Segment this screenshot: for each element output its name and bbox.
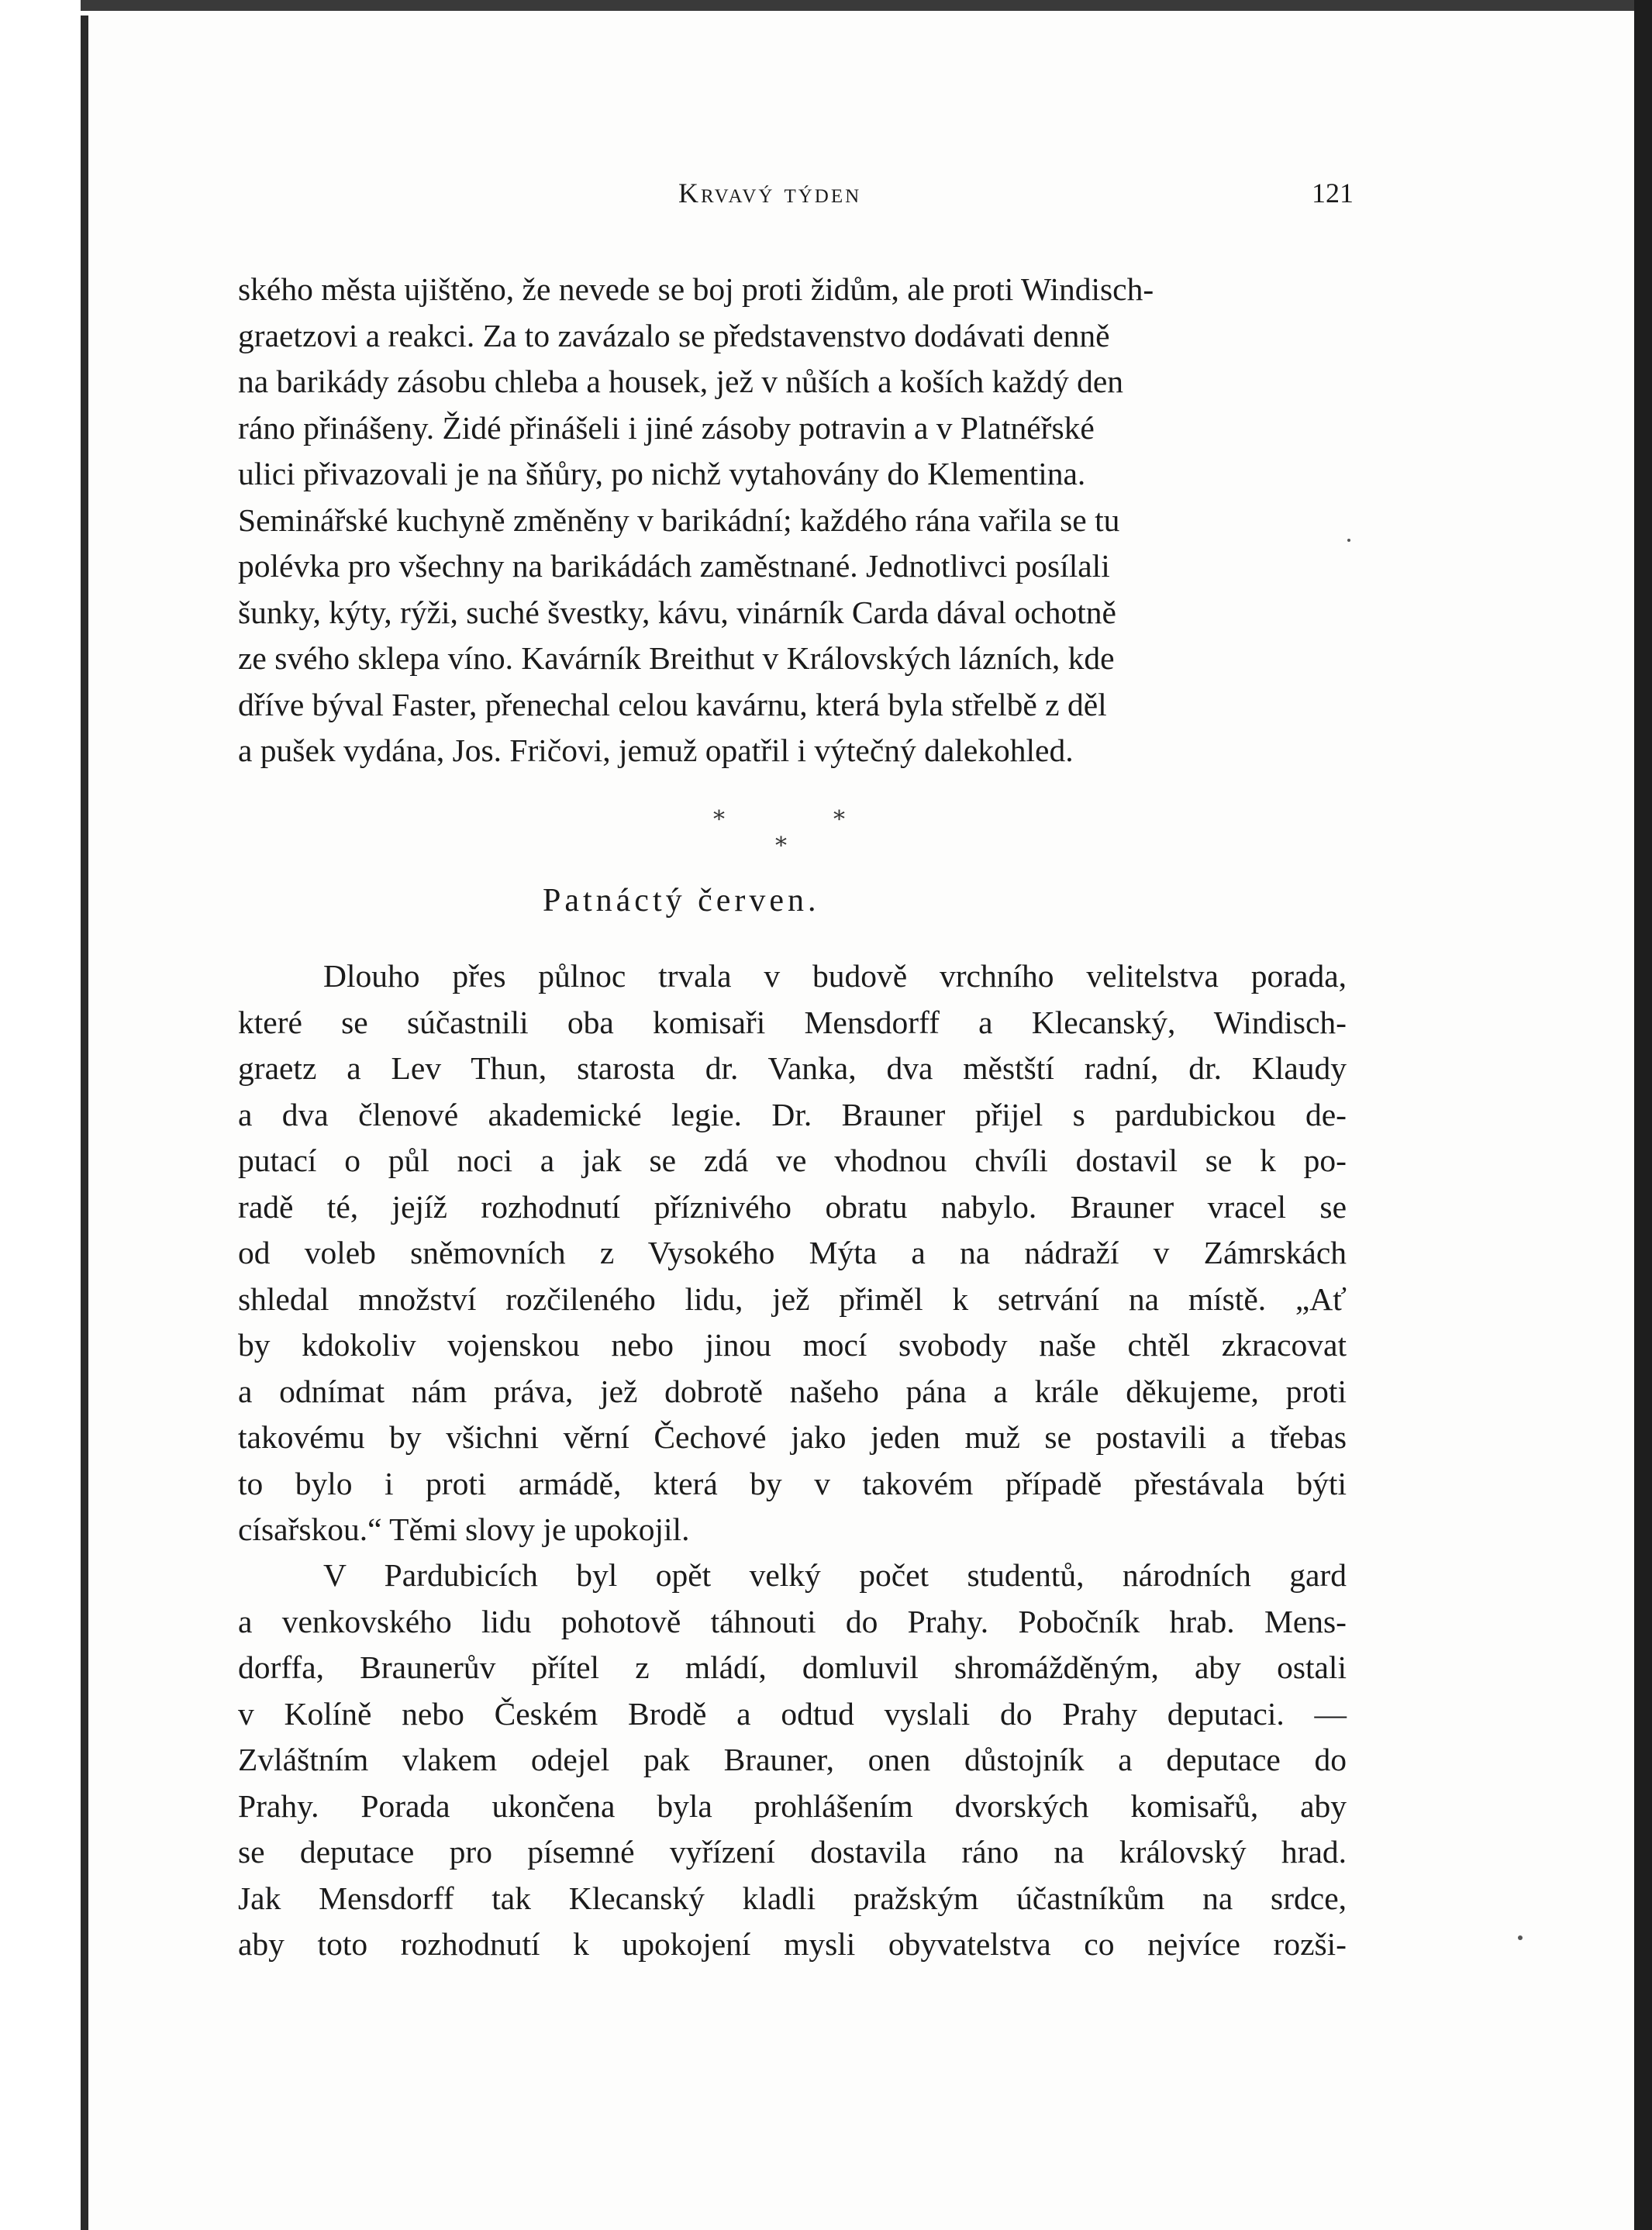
text-line: ze svého sklepa víno. Kavárník Breithut v Královských lázních, kde <box>238 640 1115 676</box>
text-line: v Kolíně nebo Českém Brodě a odtud vyslali do Prahy deputaci. — <box>238 1695 1347 1732</box>
text-line: takovému by všichni věrní Čechové jako jeden muž se postavili a třebas <box>238 1419 1347 1455</box>
text-line: které se súčastnili oba komisaři Mensdorff a Klecanský, Windisch- <box>238 1004 1347 1040</box>
text-line: a pušek vydána, Jos. Fričovi, jemuž opatřil i výtečný dalekohled. <box>238 732 1074 768</box>
text-line: aby toto rozhodnutí k upokojení mysli obyvatelstva co nejvíce rozši- <box>238 1926 1347 1962</box>
text-line: a odnímat nám práva, jež dobrotě našeho pána a krále děkujeme, proti <box>238 1373 1347 1409</box>
text-line: ráno přinášeny. Židé přinášeli i jiné zásoby potravin a v Platnéřské <box>238 409 1095 446</box>
running-title: Krvavý týden <box>678 178 862 209</box>
text-line: a dva členové akademické legie. Dr. Brauner přijel s pardubickou de- <box>238 1096 1347 1132</box>
text-line: císařskou.“ Těmi slovy je upokojil. <box>238 1511 690 1547</box>
text-line: V Pardubicích byl opět velký počet studentů, národních gard <box>323 1557 1347 1593</box>
text-line: radě té, jejíž rozhodnutí příznivého obratu nabylo. Brauner vracel se <box>238 1188 1347 1225</box>
text-line: Prahy. Porada ukončena byla prohlášením dvorských komisařů, aby <box>238 1787 1347 1824</box>
text-line: šunky, kýty, rýži, suché švestky, kávu, vinárník Carda dával ochotně <box>238 594 1116 630</box>
paragraph-2 <box>238 953 1347 1553</box>
page-left-edge <box>81 16 88 2230</box>
page-right-edge <box>1634 0 1652 2230</box>
text-line: ulici přivazovali je na šňůry, po nichž vytahovány do Klementina. <box>238 456 1086 491</box>
text-line: polévka pro všechny na barikádách zaměstnané. Jednotlivci posílali <box>238 548 1110 584</box>
paragraph-3 <box>238 1553 1347 1968</box>
scan-speck <box>1347 539 1350 542</box>
asterisk: * <box>713 806 725 833</box>
scan-speck <box>1518 1935 1523 1940</box>
text-line: Dlouho přes půlnoc trvala v budově vrchního velitelstva porada, <box>323 958 1347 994</box>
text-line: shledal množství rozčileného lidu, jež přiměl k setrvání na místě. „Ať <box>238 1280 1347 1317</box>
text-line: graetzovi a reakci. Za to zavázalo se představenstvo dodávati denně <box>238 317 1110 353</box>
text-line: putací o půl noci a jak se zdá ve vhodnou chvíli dostavil se k po- <box>238 1143 1347 1178</box>
text-line: to bylo i proti armádě, která by v takovém případě přestávala býti <box>238 1465 1347 1501</box>
paragraph-1 <box>238 267 1347 774</box>
page-header <box>233 177 1354 208</box>
text-line: dříve býval Faster, přenechal celou kavárnu, která byla střelbě z děl <box>238 686 1107 722</box>
text-line: by kdokoliv vojenskou nebo jinou mocí svobody naše chtěl zkracovat <box>238 1327 1347 1363</box>
text-line: Seminářské kuchyně změněny v barikádní; každého rána vařila se tu <box>238 501 1120 538</box>
page-top-edge <box>81 0 1652 11</box>
text-line: ského města ujištěno, že nevede se boj proti židům, ale proti Windisch- <box>238 271 1154 307</box>
scan-left-margin <box>0 0 81 2230</box>
text-line: Jak Mensdorff tak Klecanský kladli pražským účastníkům na srdce, <box>238 1880 1347 1916</box>
text-line: graetz a Lev Thun, starosta dr. Vanka, dva městští radní, dr. Klaudy <box>238 1050 1347 1086</box>
text-line: na barikády zásobu chleba a housek, jež v nůších a koších každý den <box>238 364 1123 399</box>
text-line: Zvláštním vlakem odejel pak Brauner, onen důstojník a deputace do <box>238 1742 1347 1777</box>
section-heading: Patnáctý červen. <box>543 883 820 919</box>
text-line: dorffa, Braunerův přítel z mládí, domluvil shromážděným, aby ostali <box>238 1649 1347 1685</box>
text-line: se deputace pro písemné vyřízení dostavila ráno na královský hrad. <box>238 1834 1347 1870</box>
asterisk: * <box>833 806 845 833</box>
page-number: 121 <box>1312 178 1354 209</box>
text-line: od voleb sněmovních z Vysokého Mýta a na nádraží v Zámrskách <box>238 1235 1347 1270</box>
asterism-divider <box>698 806 884 868</box>
asterisk: * <box>775 832 787 860</box>
text-line: a venkovského lidu pohotově táhnouti do Prahy. Pobočník hrab. Mens- <box>238 1603 1347 1639</box>
